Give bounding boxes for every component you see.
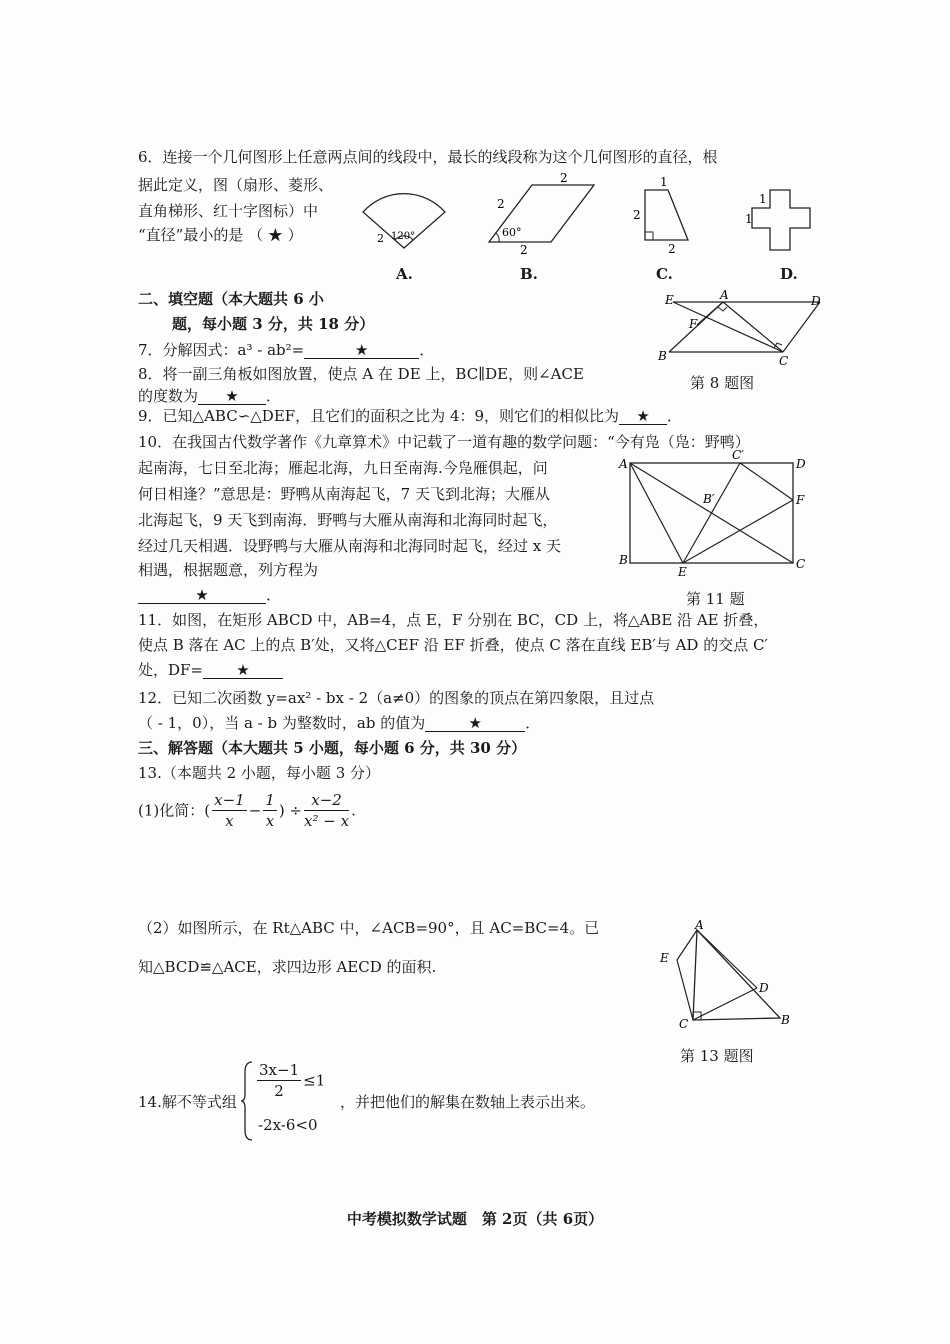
q8-point-b: B xyxy=(658,349,667,363)
figure-d-label-top: 1 xyxy=(759,192,767,206)
q13-point-b: B xyxy=(781,1013,790,1027)
q13-caption: 第 13 题图 xyxy=(680,1047,754,1065)
q11-point-c-prime: C′ xyxy=(732,448,744,462)
q10-answer-line: ★ ． xyxy=(138,585,281,605)
q13-fraction-2: $\frac{1}{x}$ xyxy=(265,791,275,830)
page-footer: 中考模拟数学试题 第 2页（共 6页） xyxy=(346,1210,604,1228)
q11-line1: 11．如图，在矩形 ABCD 中，AB=4，点 E，F 分别在 BC，CD 上，将△ABE 沿 AE 折叠， xyxy=(138,611,769,629)
q8-point-c: C xyxy=(779,354,789,368)
option-c-label: C. xyxy=(656,265,673,283)
q14-brace xyxy=(240,1060,254,1142)
option-d-label: D. xyxy=(780,265,798,283)
q13-fraction-3: $\frac{x-2}{\text{x² − x}}$ xyxy=(304,791,350,830)
q8-point-d: D xyxy=(811,294,821,308)
figure-b-bottom: 2 xyxy=(520,243,528,257)
q6-line2: 据此定义，图（扇形、菱形、 xyxy=(138,176,334,194)
q10-line2: 起南海，七日至北海；雁起北海，九日至南海.今凫雁俱起，问 xyxy=(138,459,548,477)
figure-d-cross xyxy=(745,185,820,260)
figure-a-angle: 120° xyxy=(391,231,416,242)
q13-part1-label: (1)化简：( xyxy=(138,801,211,820)
figure-q8 xyxy=(655,288,830,368)
q11-caption: 第 11 题 xyxy=(686,590,745,608)
q14-prefix: 14.解不等式组 xyxy=(138,1093,237,1111)
section2-title-line2: 题，每小题 3 分，共 18 分） xyxy=(172,315,375,333)
q11-line3-text: 处，DF= xyxy=(138,661,204,679)
q9-question: 9．已知△ABC∽△DEF，且它们的面积之比为 4：9，则它们的相似比为 ★ ． xyxy=(138,407,683,425)
figure-d-label-left: 1 xyxy=(745,212,753,226)
q11-line2: 使点 B 落在 AC 上的点 B′处，又将△CEF 沿 EF 折叠，使点 C 落在直线 EB′与 AD 的交点 C′ xyxy=(138,636,768,654)
q8-answer-blank: ★ xyxy=(198,386,266,405)
q6-line3: 直角梯形、红十字图标）中 xyxy=(138,202,319,220)
q12-line2: （ - 1，0），当 a - b 为整数时，ab 的值为 ★ ． xyxy=(138,714,541,732)
figure-b-angle: 60° xyxy=(502,226,522,239)
figure-q13 xyxy=(655,918,795,1033)
figure-c-top: 1 xyxy=(660,175,668,189)
q13-part2-line2: 知△BCD≌△ACE，求四边形 AECD 的面积. xyxy=(138,958,437,976)
q8-caption: 第 8 题图 xyxy=(690,374,755,392)
q14-inequality-2: -2x-6<0 xyxy=(258,1116,318,1134)
figure-a-side: 2 xyxy=(377,232,384,245)
q12-line1: 12．已知二次函数 y=ax² - bx - 2（a≠0）的图象的顶点在第四象限，且过点 xyxy=(138,689,655,707)
q11-point-f: F xyxy=(796,493,805,507)
q13-intro: 13.（本题共 2 小题，每小题 3 分） xyxy=(138,764,381,782)
q12-line2-text: （ - 1，0），当 a - b 为整数时，ab 的值为 xyxy=(138,714,426,732)
q8-point-e: E xyxy=(665,293,674,307)
q8-point-a: A xyxy=(720,288,729,302)
figure-c-trapezoid xyxy=(630,175,700,255)
q10-answer-blank: ★ xyxy=(138,585,266,604)
q11-point-b: B xyxy=(619,553,628,567)
q9-answer-blank: ★ xyxy=(619,406,667,425)
q14-fraction: $\frac{3x-1}{2}$ xyxy=(259,1061,300,1100)
q11-point-b-prime: B′ xyxy=(703,492,715,506)
section3-title: 三、解答题（本大题共 5 小题，每小题 6 分，共 30 分） xyxy=(138,739,527,757)
figure-q11 xyxy=(615,448,805,578)
q7-answer-blank: ★ xyxy=(304,340,419,359)
q8-line1: 8．将一副三角板如图放置，使点 A 在 DE 上，BC∥DE，则∠ACE xyxy=(138,365,584,383)
q10-line1: 10．在我国古代数学著作《九章算术》中记载了一道有趣的数学问题：“今有凫（凫：野鸭） xyxy=(138,433,750,451)
q11-point-c: C xyxy=(796,557,806,571)
q8-line2: 的度数为 ★ ． xyxy=(138,387,282,405)
figure-b-rhombus xyxy=(484,170,604,257)
q6-line4: “直径”最小的是 （ ★ ） xyxy=(138,226,303,244)
q12-answer-blank: ★ xyxy=(425,713,525,732)
q13-point-a: A xyxy=(695,918,704,932)
figure-b-top: 2 xyxy=(560,171,568,185)
q13-fraction-1: $\frac{x-1}{x}$ xyxy=(214,791,245,830)
q10-line5: 经过几天相遇．设野鸭与大雁从南海和北海同时起飞，经过 x 天 xyxy=(138,537,561,555)
q10-line6: 相遇，根据题意，列方程为 xyxy=(138,561,319,579)
q10-line4: 北海起飞，9 天飞到南海．野鸭与大雁从南海和北海同时起飞， xyxy=(138,511,558,529)
q7-text: 7．分解因式：a³ - ab²= xyxy=(138,341,305,359)
q13-part1: (1)化简：( $\frac{x-1}{x}$ − $\frac{1}{x}$ ) ÷ $\frac{x-2}{\text{x² − x}}$ . xyxy=(138,791,356,830)
q13-part2-line1: （2）如图所示，在 Rt△ABC 中，∠ACB=90°，且 AC=BC=4。已 xyxy=(138,919,600,937)
q11-point-d: D xyxy=(796,457,806,471)
q8-point-f: F xyxy=(689,317,698,331)
q11-point-e: E xyxy=(678,565,687,579)
figure-c-left: 2 xyxy=(633,208,641,222)
q14-inequality-1: $\frac{3x-1}{2}$ ≤1 xyxy=(259,1061,326,1100)
q8-line2-text: 的度数为 xyxy=(138,387,199,405)
figure-a-sector xyxy=(355,190,455,260)
q13-point-d: D xyxy=(759,981,769,995)
q6-line1: 6．连接一个几何图形上任意两点间的线段中，最长的线段称为这个几何图形的直径，根 xyxy=(138,148,718,166)
q11-answer-blank: ★ xyxy=(203,660,283,679)
option-a-label: A. xyxy=(396,265,413,283)
figure-b-left: 2 xyxy=(497,197,505,211)
figure-c-bottom: 2 xyxy=(668,242,676,256)
q14-suffix: ，并把他们的解集在数轴上表示出来。 xyxy=(340,1093,596,1111)
q11-point-a: A xyxy=(619,457,628,471)
option-b-label: B. xyxy=(520,265,538,283)
q11-line3 xyxy=(138,660,283,680)
q9-text: 9．已知△ABC∽△DEF，且它们的面积之比为 4：9，则它们的相似比为 xyxy=(138,407,620,425)
q7-question: 7．分解因式：a³ - ab²= ★ ． xyxy=(138,341,435,359)
q13-point-e: E xyxy=(660,951,669,965)
q13-point-c: C xyxy=(679,1017,689,1031)
section2-title-line1: 二、填空题（本大题共 6 小 xyxy=(138,290,324,308)
q10-line3: 何日相逢？”意思是：野鸭从南海起飞，7 天飞到北海；大雁从 xyxy=(138,485,550,503)
